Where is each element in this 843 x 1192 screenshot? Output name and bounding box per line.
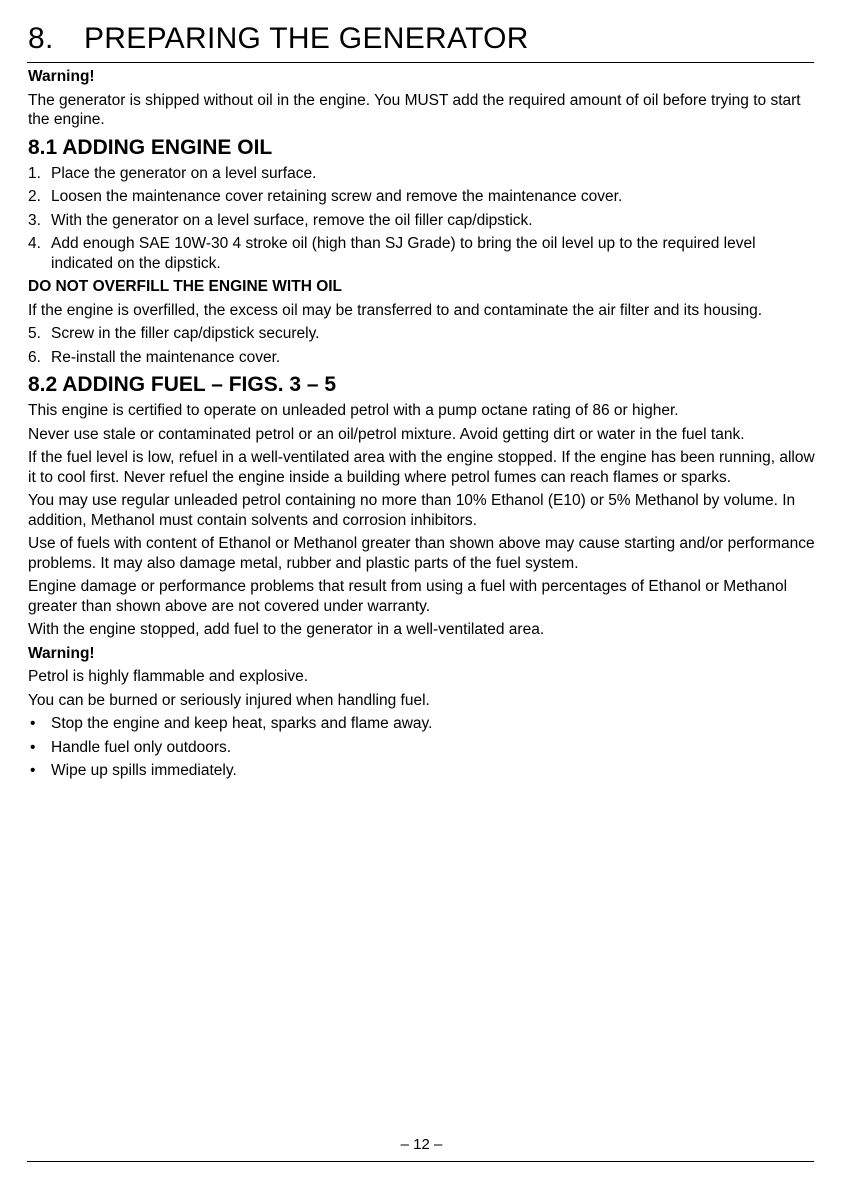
intro-warning-label: Warning! (28, 68, 95, 85)
step-text: Loosen the maintenance cover retaining screw and remove the maintenance cover. (51, 188, 623, 205)
fuel-warning-label: Warning! (28, 644, 95, 662)
chapter-number: 8. (28, 22, 54, 55)
fuel-warning-line: Petrol is highly flammable and explosive. (28, 668, 308, 685)
step-number: 1. (28, 164, 41, 182)
oil-steps-list-continued (28, 324, 818, 367)
list-item (28, 187, 818, 207)
overfill-caution-text: If the engine is overfilled, the excess oil may be transferred to and contaminate the air filter and its housing. (28, 301, 763, 319)
step-text: Add enough SAE 10W-30 4 stroke oil (high than SJ Grade) to bring the oil level up to the required level indicated on the dipstick. (51, 235, 756, 272)
top-divider (27, 62, 814, 63)
step-number: 5. (28, 325, 41, 342)
list-item (28, 211, 818, 231)
list-item (28, 164, 818, 184)
list-item: • Handle fuel only outdoors. (28, 738, 818, 758)
intro-warning-text: The generator is shipped without oil in the engine. You MUST add the required amount of oil before trying to start the engine. (28, 91, 801, 128)
fuel-paragraph: Use of fuels with content of Ethanol or Methanol greater than shown above may cause starting and/or performance problems. It may also damage metal, rubber and plastic parts of the fuel system. (28, 535, 815, 572)
section-heading-fuel: 8.2 ADDING FUEL – FIGS. 3 – 5 (28, 373, 337, 396)
fuel-paragraph: With the engine stopped, add fuel to the generator in a well-ventilated area. (28, 621, 545, 638)
step-number: 3. (28, 211, 41, 229)
section-heading-oil: 8.1 ADDING ENGINE OIL (28, 135, 273, 159)
chapter-title (28, 22, 529, 56)
fuel-paragraph: Engine damage or performance problems that result from using a fuel with percentages of Ethanol or Methanol greater than shown above are not covered under warranty. (28, 578, 788, 615)
step-text: Screw in the filler cap/dipstick securely. (51, 325, 320, 342)
page-number: – 12 – (400, 1136, 443, 1153)
list-item: • Stop the engine and keep heat, sparks and flame away. (28, 714, 818, 734)
step-text: Place the generator on a level surface. (51, 164, 317, 182)
bottom-divider (27, 1161, 814, 1162)
page-content (28, 67, 818, 785)
overfill-caution: DO NOT OVERFILL THE ENGINE WITH OIL (28, 278, 343, 295)
step-text: Re-install the maintenance cover. (51, 348, 281, 366)
fuel-paragraph: If the fuel level is low, refuel in a well-ventilated area with the engine stopped. If the engine has been running, allow it to cool first. Never refuel the engine inside a building where petrol fumes can reach flames or sparks. (28, 449, 815, 486)
fuel-paragraph: Never use stale or contaminated petrol or an oil/petrol mixture. Avoid getting dirt or water in the fuel tank. (28, 425, 745, 443)
list-item: • Wipe up spills immediately. (28, 761, 818, 781)
fuel-paragraph: You may use regular unleaded petrol containing no more than 10% Ethanol (E10) or 5% Methanol by volume. In addition, Methanol must contain solvents and corrosion inhibitors. (28, 492, 796, 529)
step-number: 2. (28, 188, 41, 205)
step-number: 6. (28, 348, 41, 366)
fuel-paragraph: This engine is certified to operate on unleaded petrol with a pump octane rating of 86 or higher. (28, 402, 679, 419)
list-item (28, 324, 818, 344)
oil-steps-list (28, 164, 818, 274)
chapter-title-text: PREPARING THE GENERATOR (84, 22, 529, 55)
step-number: 4. (28, 235, 41, 252)
list-item (28, 234, 818, 273)
list-item (28, 348, 818, 368)
fuel-safety-list (28, 714, 818, 781)
step-text: With the generator on a level surface, remove the oil filler cap/dipstick. (51, 211, 533, 229)
fuel-warning-line: You can be burned or seriously injured when handling fuel. (28, 691, 430, 709)
